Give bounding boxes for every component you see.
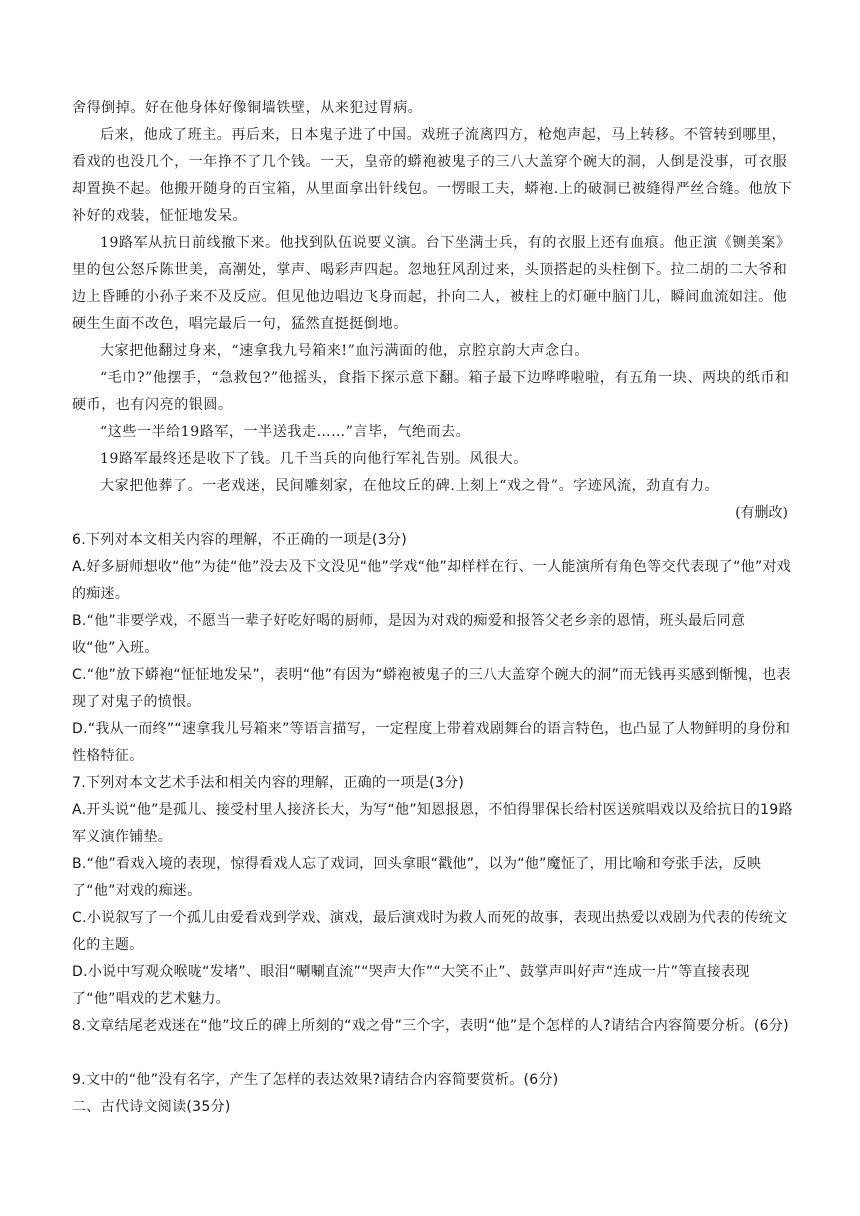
question-6-option-c: C.“他”放下蟒袍“怔怔地发呆”，表明“他”有因为“蟒袍被鬼子的三八大盖穿个碗大的洞”而无钱再买感到惭愧，也表现了对鬼子的愤恨。 — [72, 667, 791, 710]
question-9: 9.文中的“他”没有名字，产生了怎样的表达效果?请结合内容简要赏析。(6分) — [72, 1072, 559, 1088]
question-6-option-b: B.“他”非要学戏，不愿当一辈子好吃好喝的厨师，是因为对戏的痴爱和报答父老乡亲的恩情，班头最后同意收“他”入班。 — [72, 613, 746, 656]
story-paragraph-7: 19路军最终还是收下了钱。几千当兵的向他行军礼告别。风很大。 — [100, 451, 528, 467]
question-7-stem: 7.下列对本文艺术手法和相关内容的理解，正确的一项是(3分) — [72, 775, 465, 791]
question-7-option-a: A.开头说“他”是孤儿、接受村里人接济长大，为写“他”知恩报恩，不怕得罪保长给村医送殡唱戏以及给抗日的19路军义演作铺垫。 — [72, 802, 793, 845]
question-6-stem: 6.下列对本文相关内容的理解，不正确的一项是(3分) — [72, 532, 407, 548]
section-heading: 二、古代诗文阅读(35分) — [72, 1099, 231, 1115]
story-paragraph-3: 19路军从抗日前线撤下来。他找到队伍说要义演。台下坐满士兵，有的衣服上还有血痕。他正演《铡美案》里的包公怒斥陈世美，高潮处，掌声、喝彩声四起。忽地狂风刮过来，头顶搭起的头柱倒下。拉二胡的二大爷和边上昏睡的小孙子来不及反应。但见他边唱边飞身而起，扑向二人，被柱上的灯砸中脑门儿，瞬间血流如注。他硬生生面不改色，唱完最后一句，猛然直挺挺倒地。 — [72, 235, 791, 332]
question-8: 8.文章结尾老戏迷在“他”坟丘的碑上所刻的“戏之骨”三个字，表明“他”是个怎样的人?请结合内容简要分析。(6分) — [72, 1018, 789, 1034]
question-7-option-b: B.“他”看戏入境的表现，惊得看戏人忘了戏词，回头拿眼“戳他”，以为“他”魔怔了，用比喻和夸张手法，反映了“他”对戏的痴迷。 — [72, 856, 762, 899]
story-paragraph-5: “毛巾?”他摆手，“急救包?”他摇头，食指下探示意下翻。箱子最下边哗哗啦啦，有五角一块、两块的纸币和硬币，也有闪亮的银圆。 — [72, 370, 790, 413]
source-note: (有删改) — [735, 505, 788, 521]
question-6-option-a: A.好多厨师想收“他”为徒“他”没去及下文没见“他”学戏“他”却样样在行、一人能演所有角色等交代表现了“他”对戏的痴迷。 — [72, 559, 792, 602]
story-paragraph-4: 大家把他翻过身来，“速拿我九号箱来!”血污满面的他，京腔京韵大声念白。 — [100, 343, 589, 359]
question-7-option-c: C.小说叙写了一个孤儿由爱看戏到学戏、演戏，最后演戏时为救人而死的故事，表现出热爱以戏剧为代表的传统文化的主题。 — [72, 910, 788, 953]
story-paragraph-6: “这些一半给19路军，一半送我走……”言毕，气绝而去。 — [100, 424, 471, 440]
question-6-option-d: D.“我从一而终”“速拿我儿号箱来”等语言描写，一定程度上带着戏剧舞台的语言特色，也凸显了人物鲜明的身份和性格特征。 — [72, 721, 791, 764]
story-paragraph-2: 后来，他成了班主。再后来，日本鬼子进了中国。戏班子流离四方，枪炮声起，马上转移。不管转到哪里，看戏的也没几个，一年挣不了几个钱。一天，皇帝的蟒袍被鬼子的三八大盖穿个碗大的洞，人倒是没事，可衣服却置换不起。他搬开随身的百宝箱，从里面拿出针线包。一愣眼工夫，蟒袍.上的破洞已被缝得严丝合缝。他放下补好的戏装，怔怔地发呆。 — [72, 127, 793, 224]
story-paragraph-1: 舍得倒掉。好在他身体好像铜墙铁壁，从来犯过胃病。 — [72, 100, 423, 116]
question-7-option-d: D.小说中写观众喉咙“发堵”、眼泪“唰唰直流”“哭声大作”“大笑不止”、鼓掌声叫好声“连成一片”等直接表现了“他”唱戏的艺术魅力。 — [72, 964, 750, 1007]
story-paragraph-8: 大家把他葬了。一老戏迷，民间雕刻家，在他坟丘的碑.上刻上“戏之骨”。字迹风流，劲直有力。 — [100, 478, 720, 494]
